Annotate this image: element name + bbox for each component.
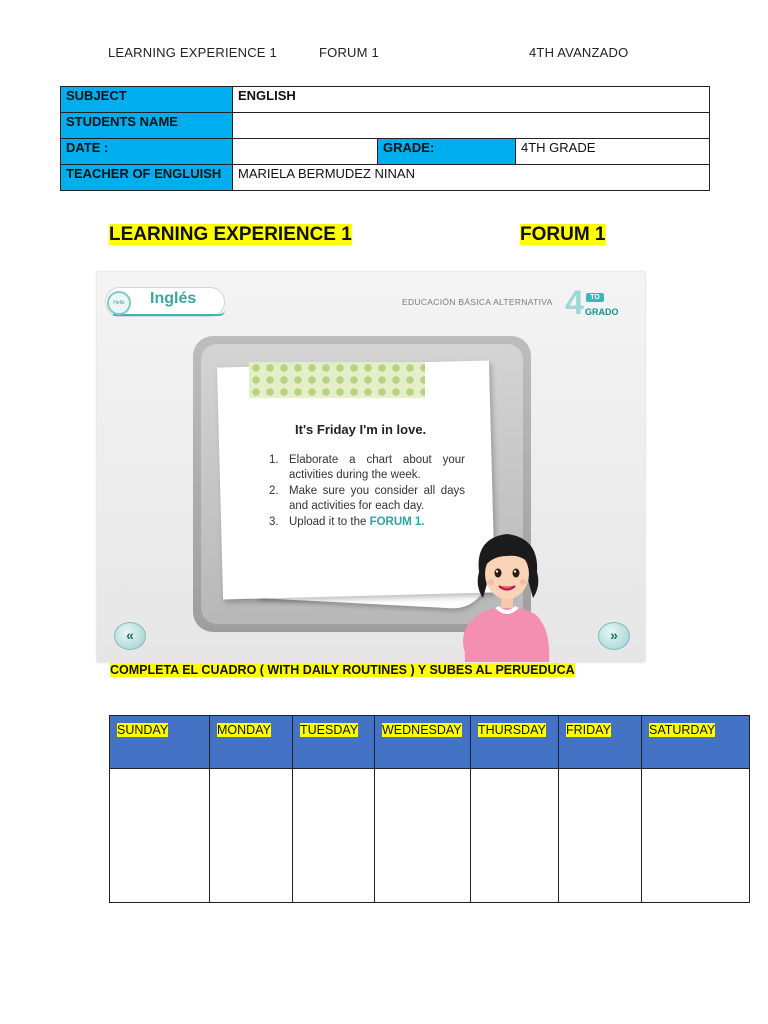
subject-value: ENGLISH (233, 87, 710, 113)
hello-badge-icon: Hello (107, 291, 131, 315)
note-title: It's Friday I'm in love. (295, 422, 427, 437)
day-header-tuesday (293, 716, 375, 769)
subject-label: SUBJECT (61, 87, 233, 113)
note-list (269, 453, 465, 531)
day-header-friday (559, 716, 642, 769)
teacher-value: MARIELA BERMUDEZ NINAN (233, 165, 710, 191)
note-item-3 (269, 515, 465, 530)
note-item-number: 1. (269, 454, 279, 466)
info-row-subject (61, 87, 710, 113)
activity-cell-friday[interactable] (559, 769, 642, 903)
day-header-sunday (110, 716, 210, 769)
note-item-text: Elaborate a chart about your activities during the week. (289, 454, 465, 481)
day-header-saturday (642, 716, 750, 769)
lesson-screenshot (97, 272, 645, 662)
note-item-text (289, 515, 465, 530)
header-right: 4TH AVANZADO (529, 45, 629, 60)
forum-title-text: FORUM 1 (520, 224, 606, 245)
instruction-highlight: COMPLETA EL CUADRO ( WITH DAILY ROUTINES ) Y SUBES AL PERUEDUCA (110, 663, 575, 677)
info-table (60, 86, 710, 191)
forum-title (520, 223, 606, 247)
day-label: SUNDAY (117, 723, 169, 737)
activity-cell-wednesday[interactable] (375, 769, 471, 903)
activity-cell-thursday[interactable] (471, 769, 559, 903)
info-row-date (61, 139, 710, 165)
weekly-routine-table (109, 715, 750, 903)
day-label: SATURDAY (649, 723, 716, 737)
double-arrow-left-icon[interactable]: « (114, 622, 146, 650)
learning-experience-title-text: LEARNING EXPERIENCE 1 (109, 224, 352, 245)
forum-link-text: FORUM 1. (369, 516, 425, 528)
double-arrow-right-icon[interactable]: » (598, 622, 630, 650)
date-label: DATE : (61, 139, 233, 165)
note-item-text: Make sure you consider all days and activities for each day. (289, 485, 465, 512)
header-middle: FORUM 1 (319, 45, 379, 60)
students-name-field[interactable] (233, 113, 710, 139)
week-header-row (110, 716, 750, 769)
day-label: THURSDAY (478, 723, 546, 737)
note-item-text-before: Upload it to the (289, 516, 370, 528)
info-row-teacher (61, 165, 710, 191)
program-name: EDUCACIÓN BÁSICA ALTERNATIVA (402, 297, 553, 307)
teacher-character-illustration (457, 520, 557, 662)
grade-number-logo: 4 (565, 284, 584, 322)
teacher-label: TEACHER OF ENGLUISH (61, 165, 233, 191)
students-name-label: STUDENTS NAME (61, 113, 233, 139)
instruction-text (110, 661, 575, 679)
grade-badge: TO (586, 293, 604, 302)
day-label: MONDAY (217, 723, 271, 737)
app-label: Inglés (150, 290, 197, 307)
grade-word: GRADO (585, 307, 619, 317)
day-label: FRIDAY (566, 723, 611, 737)
grade-label: GRADE: (378, 139, 516, 165)
note-item-2 (269, 484, 465, 514)
day-label: TUESDAY (300, 723, 359, 737)
activity-cell-tuesday[interactable] (293, 769, 375, 903)
day-header-wednesday (375, 716, 471, 769)
date-field[interactable] (233, 139, 378, 165)
header-left: LEARNING EXPERIENCE 1 (108, 45, 277, 60)
note-item-number: 3. (269, 516, 279, 528)
polka-dot-tape (249, 362, 425, 398)
app-label-underline (113, 310, 225, 316)
note-item-1 (269, 453, 465, 483)
note-item-number: 2. (269, 485, 279, 497)
activity-cell-saturday[interactable] (642, 769, 750, 903)
week-activity-row (110, 769, 750, 903)
day-label: WEDNESDAY (382, 723, 462, 737)
activity-cell-monday[interactable] (210, 769, 293, 903)
day-header-monday (210, 716, 293, 769)
learning-experience-title (109, 223, 352, 247)
activity-cell-sunday[interactable] (110, 769, 210, 903)
grade-value: 4TH GRADE (516, 139, 710, 165)
info-row-students (61, 113, 710, 139)
day-header-thursday (471, 716, 559, 769)
